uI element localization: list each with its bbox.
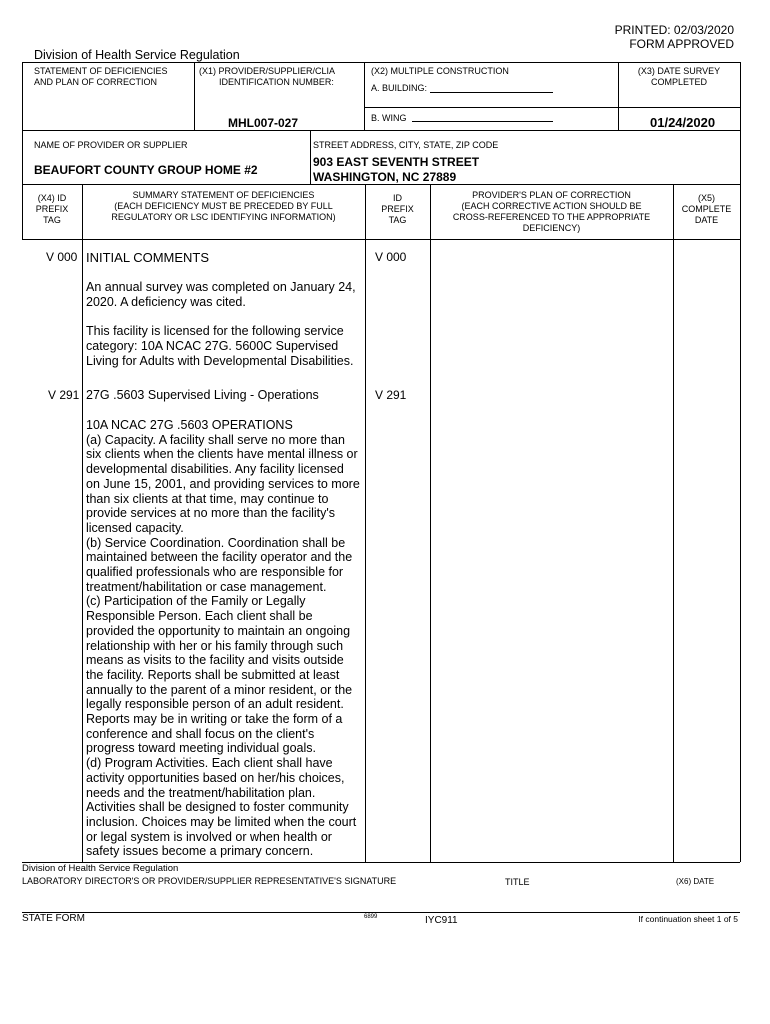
text-line: (d) Program Activities. Each client shall have <box>86 756 333 771</box>
form-top-border <box>22 62 740 63</box>
text-line: than six clients at that time, may continue to <box>86 491 329 506</box>
x3-survey-date: 01/24/2020 <box>650 115 716 130</box>
id-header-line-2: PREFIX <box>381 204 414 214</box>
text-line: on June 15, 2001, and providing services to more <box>86 476 360 491</box>
text-line: annually to the parent of a minor resident, or the <box>86 682 353 697</box>
text-line: (b) Service Coordination. Coordination shall be <box>86 535 346 550</box>
x1-divider <box>194 62 195 130</box>
x2-building-line <box>430 92 553 93</box>
row2-bottom-border <box>22 184 740 185</box>
form-approved: FORM APPROVED <box>629 37 734 51</box>
text-line: licensed capacity. <box>86 520 184 535</box>
entry-id-tag: V 000 <box>375 250 407 264</box>
plan-header-line-4: DEFICIENCY) <box>522 223 581 233</box>
provider-address-divider <box>310 130 311 184</box>
x2-divider <box>364 62 365 130</box>
x1-label-1: (X1) PROVIDER/SUPPLIER/CLIA <box>199 66 336 76</box>
id-header-line-3: TAG <box>388 215 407 225</box>
text-line: Reports may be in writing or take the form of a <box>86 712 343 727</box>
entry-id-tag: V 291 <box>375 388 407 402</box>
division-title: Division of Health Service Regulation <box>34 48 240 62</box>
col-summary-divider <box>365 184 366 862</box>
text-line: 2020. A deficiency was cited. <box>86 294 246 309</box>
id-header <box>365 193 430 226</box>
text-line: developmental disabilities. Any facility licensed <box>86 462 344 477</box>
entry-prefix-tag: V 000 <box>46 250 78 264</box>
text-line: Living for Adults with Developmental Disabilities. <box>86 353 354 368</box>
statement-label-1: STATEMENT OF DEFICIENCIES <box>34 66 168 76</box>
text-line: six clients when the clients have mental illness or <box>86 447 358 462</box>
x5-header <box>673 193 740 226</box>
text-line: category: 10A NCAC 27G. 5600C Supervised <box>86 338 339 353</box>
footer-division: Division of Health Service Regulation <box>22 863 179 874</box>
text-line: An annual survey was completed on January 24, <box>86 280 356 294</box>
text-line: (c) Participation of the Family or Legally <box>86 594 306 609</box>
event-id: IYC911 <box>425 915 458 926</box>
form-number: 6899 <box>364 914 378 920</box>
col-id-divider <box>430 184 431 862</box>
col-tag-divider <box>82 184 83 862</box>
printed-date: PRINTED: 02/03/2020 <box>614 23 734 37</box>
text-line: maintained between the facility operator and the <box>86 550 353 565</box>
entry-body <box>86 280 356 368</box>
state-form-label: STATE FORM <box>22 913 85 924</box>
col-plan-divider <box>673 184 674 862</box>
plan-header-line-2: (EACH CORRECTIVE ACTION SHOULD BE <box>461 201 642 211</box>
text-line: inclusion. Choices may be limited when the court <box>86 814 357 829</box>
summary-header-line-3: REGULATORY OR LSC IDENTIFYING INFORMATION) <box>111 212 336 222</box>
x4-header <box>22 193 82 226</box>
provider-name-label: NAME OF PROVIDER OR SUPPLIER <box>34 140 188 150</box>
x3-label-1: (X3) DATE SURVEY <box>637 66 721 76</box>
header-row-bottom-border <box>22 239 740 240</box>
x2-building-label: A. BUILDING: <box>371 83 428 93</box>
x4-header-line-1: (X4) ID <box>37 193 67 203</box>
text-line: legally responsible person of an adult resident. <box>86 697 344 712</box>
x1-provider-id: MHL007-027 <box>228 116 299 130</box>
entry-heading: INITIAL COMMENTS <box>86 250 210 265</box>
x2-wing-label: B. WING <box>371 113 407 123</box>
form-right-border <box>740 62 741 862</box>
x5-header-line-2: COMPLETE <box>681 204 732 214</box>
text-line: qualified professionals who are responsible for <box>86 565 344 580</box>
text-line: provided the opportunity to maintain an ongoing <box>86 623 351 638</box>
x3-label-2: COMPLETED <box>650 77 707 87</box>
text-line: Activities shall be designed to foster community <box>86 800 349 815</box>
address-label: STREET ADDRESS, CITY, STATE, ZIP CODE <box>313 140 499 150</box>
text-line: 10A NCAC 27G .5603 OPERATIONS <box>86 418 293 432</box>
text-line: needs and the treatment/habilitation plan. <box>86 785 316 800</box>
x6-date-label: (X6) DATE <box>676 877 715 886</box>
text-line: the facility. Reports shall be submitted at least <box>86 667 340 682</box>
text-line: activity opportunities based on her/his choices, <box>86 770 345 785</box>
plan-header-line-1: PROVIDER'S PLAN OF CORRECTION <box>472 190 631 200</box>
summary-header-line-2: (EACH DEFICIENCY MUST BE PRECEDED BY FULL <box>114 201 333 211</box>
text-line: or legal system is involved or when health or <box>86 829 332 844</box>
x4-header-line-2: PREFIX <box>35 204 69 214</box>
text-line: treatment/habilitation or case management. <box>86 579 327 594</box>
provider-name: BEAUFORT COUNTY GROUP HOME #2 <box>34 163 258 177</box>
summary-header-line-1: SUMMARY STATEMENT OF DEFICIENCIES <box>132 190 315 200</box>
x5-header-line-3: DATE <box>694 215 719 225</box>
x2-wing-line <box>412 121 553 122</box>
row1-bottom-border <box>22 130 740 131</box>
text-line: conference and shall focus on the client's <box>86 726 315 741</box>
text-line: Responsible Person. Each client shall be <box>86 609 313 624</box>
x3-inner-divider <box>618 107 740 108</box>
text-line: This facility is licensed for the following service <box>86 324 344 339</box>
signature-bottom-border <box>22 912 740 913</box>
x1-label-2: IDENTIFICATION NUMBER: <box>219 77 334 87</box>
entry-heading: 27G .5603 Supervised Living - Operations <box>86 388 319 402</box>
entry-prefix-tag: V 291 <box>48 388 80 402</box>
continuation-sheet: If continuation sheet 1 of 5 <box>638 914 738 924</box>
text-line: (a) Capacity. A facility shall serve no more than <box>86 432 345 447</box>
address-line-2: WASHINGTON, NC 27889 <box>313 170 457 184</box>
text-line: provide services at no more than the facility's <box>86 506 336 521</box>
text-line: relationship with her or his family through such <box>86 638 344 653</box>
plan-header <box>430 190 673 234</box>
x4-header-line-3: TAG <box>43 215 61 225</box>
text-line: means as visits to the facility and visits outside <box>86 653 344 668</box>
plan-header-line-3: CROSS-REFERENCED TO THE APPROPRIATE <box>452 212 651 222</box>
entry-body <box>86 418 360 859</box>
statement-label-2: AND PLAN OF CORRECTION <box>34 77 158 87</box>
summary-header <box>82 190 365 223</box>
x2-label: (X2) MULTIPLE CONSTRUCTION <box>371 66 509 76</box>
signature-label: LABORATORY DIRECTOR'S OR PROVIDER/SUPPLIER REPRESENTATIVE'S SIGNATURE <box>22 876 397 886</box>
text-line: safety issues become a primary concern. <box>86 844 314 859</box>
x2-inner-divider <box>364 107 618 108</box>
address-line-1: 903 EAST SEVENTH STREET <box>313 155 480 169</box>
id-header-line-1: ID <box>393 193 402 203</box>
title-label: TITLE <box>505 877 530 887</box>
text-line: progress toward meeting individual goals. <box>86 741 316 756</box>
x5-header-line-1: (X5) <box>697 193 715 203</box>
